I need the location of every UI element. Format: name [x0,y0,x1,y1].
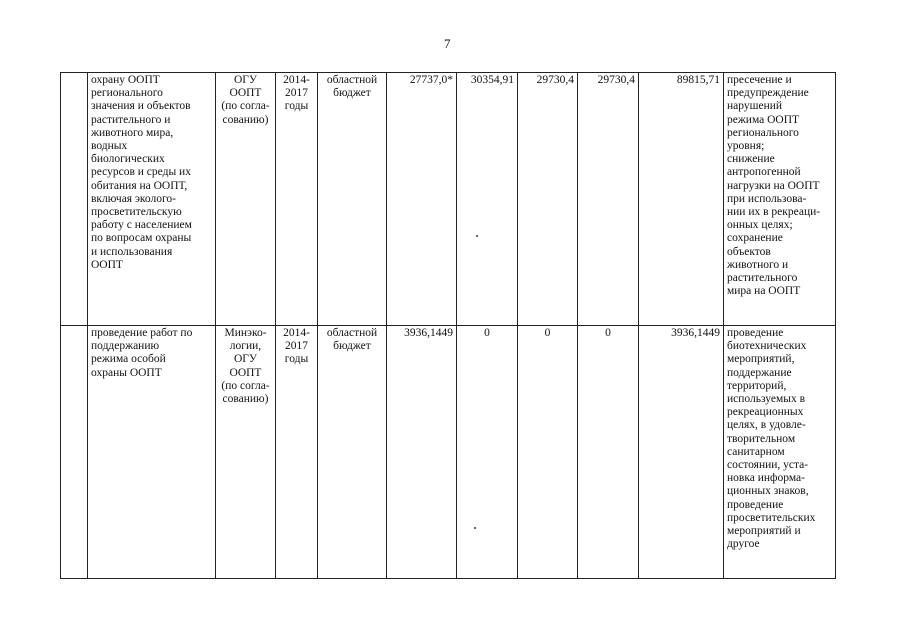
table-row [61,73,836,326]
expected-result-cell: проведение биотехнических мероприятий, поддержание территорий, используемых в рекреационных целях, в удовле- творительном санитарном состоянии, уста- новка информа- ционных знаков, проведение просветительских мероприятий и другое [724,326,836,579]
value-2016-cell: 0 [518,326,578,579]
total-cell: 3936,1449 [639,326,724,579]
value-2017-cell: 0 [578,326,639,579]
expected-result-cell: пресечение и предупреждение нарушений режима ООПТ регионального уровня; снижение антропогенной нагрузки на ООПТ при использова- нии их в рекреаци- онных целях; сохранение объектов животного и растительного мира на ООПТ [724,73,836,326]
row-number-cell [61,326,88,579]
value-2017-cell: 29730,4 [578,73,639,326]
executor-cell: Минэко- логии, ОГУ ООПТ (по согла- сованию) [216,326,276,579]
activity-name-cell: проведение работ по поддержанию режима особой охраны ООПТ [88,326,216,579]
period-cell: 2014- 2017 годы [276,73,318,326]
row-number-cell [61,73,88,326]
activity-name-cell: охрану ООПТ регионального значения и объектов растительного и животного мира, водных биологических ресурсов и среды их обитания на ООПТ, включая эколого- просветительскую работу с населением по вопросам охраны и использования ООПТ [88,73,216,326]
period-cell: 2014- 2017 годы [276,326,318,579]
funding-source-cell: областной бюджет [318,73,387,326]
value-2014-cell: 3936,1449 [387,326,457,579]
value-2015-cell: 30354,91 [457,73,518,326]
executor-cell: ОГУ ООПТ (по согла- сованию) [216,73,276,326]
scan-speck [476,235,478,237]
program-table [60,72,836,579]
table-row [61,326,836,579]
total-cell: 89815,71 [639,73,724,326]
value-2014-cell: 27737,0* [387,73,457,326]
funding-source-cell: областной бюджет [318,326,387,579]
page-number: 7 [444,36,451,51]
value-2016-cell: 29730,4 [518,73,578,326]
value-2015-cell: 0 [457,326,518,579]
scan-speck [474,527,476,529]
